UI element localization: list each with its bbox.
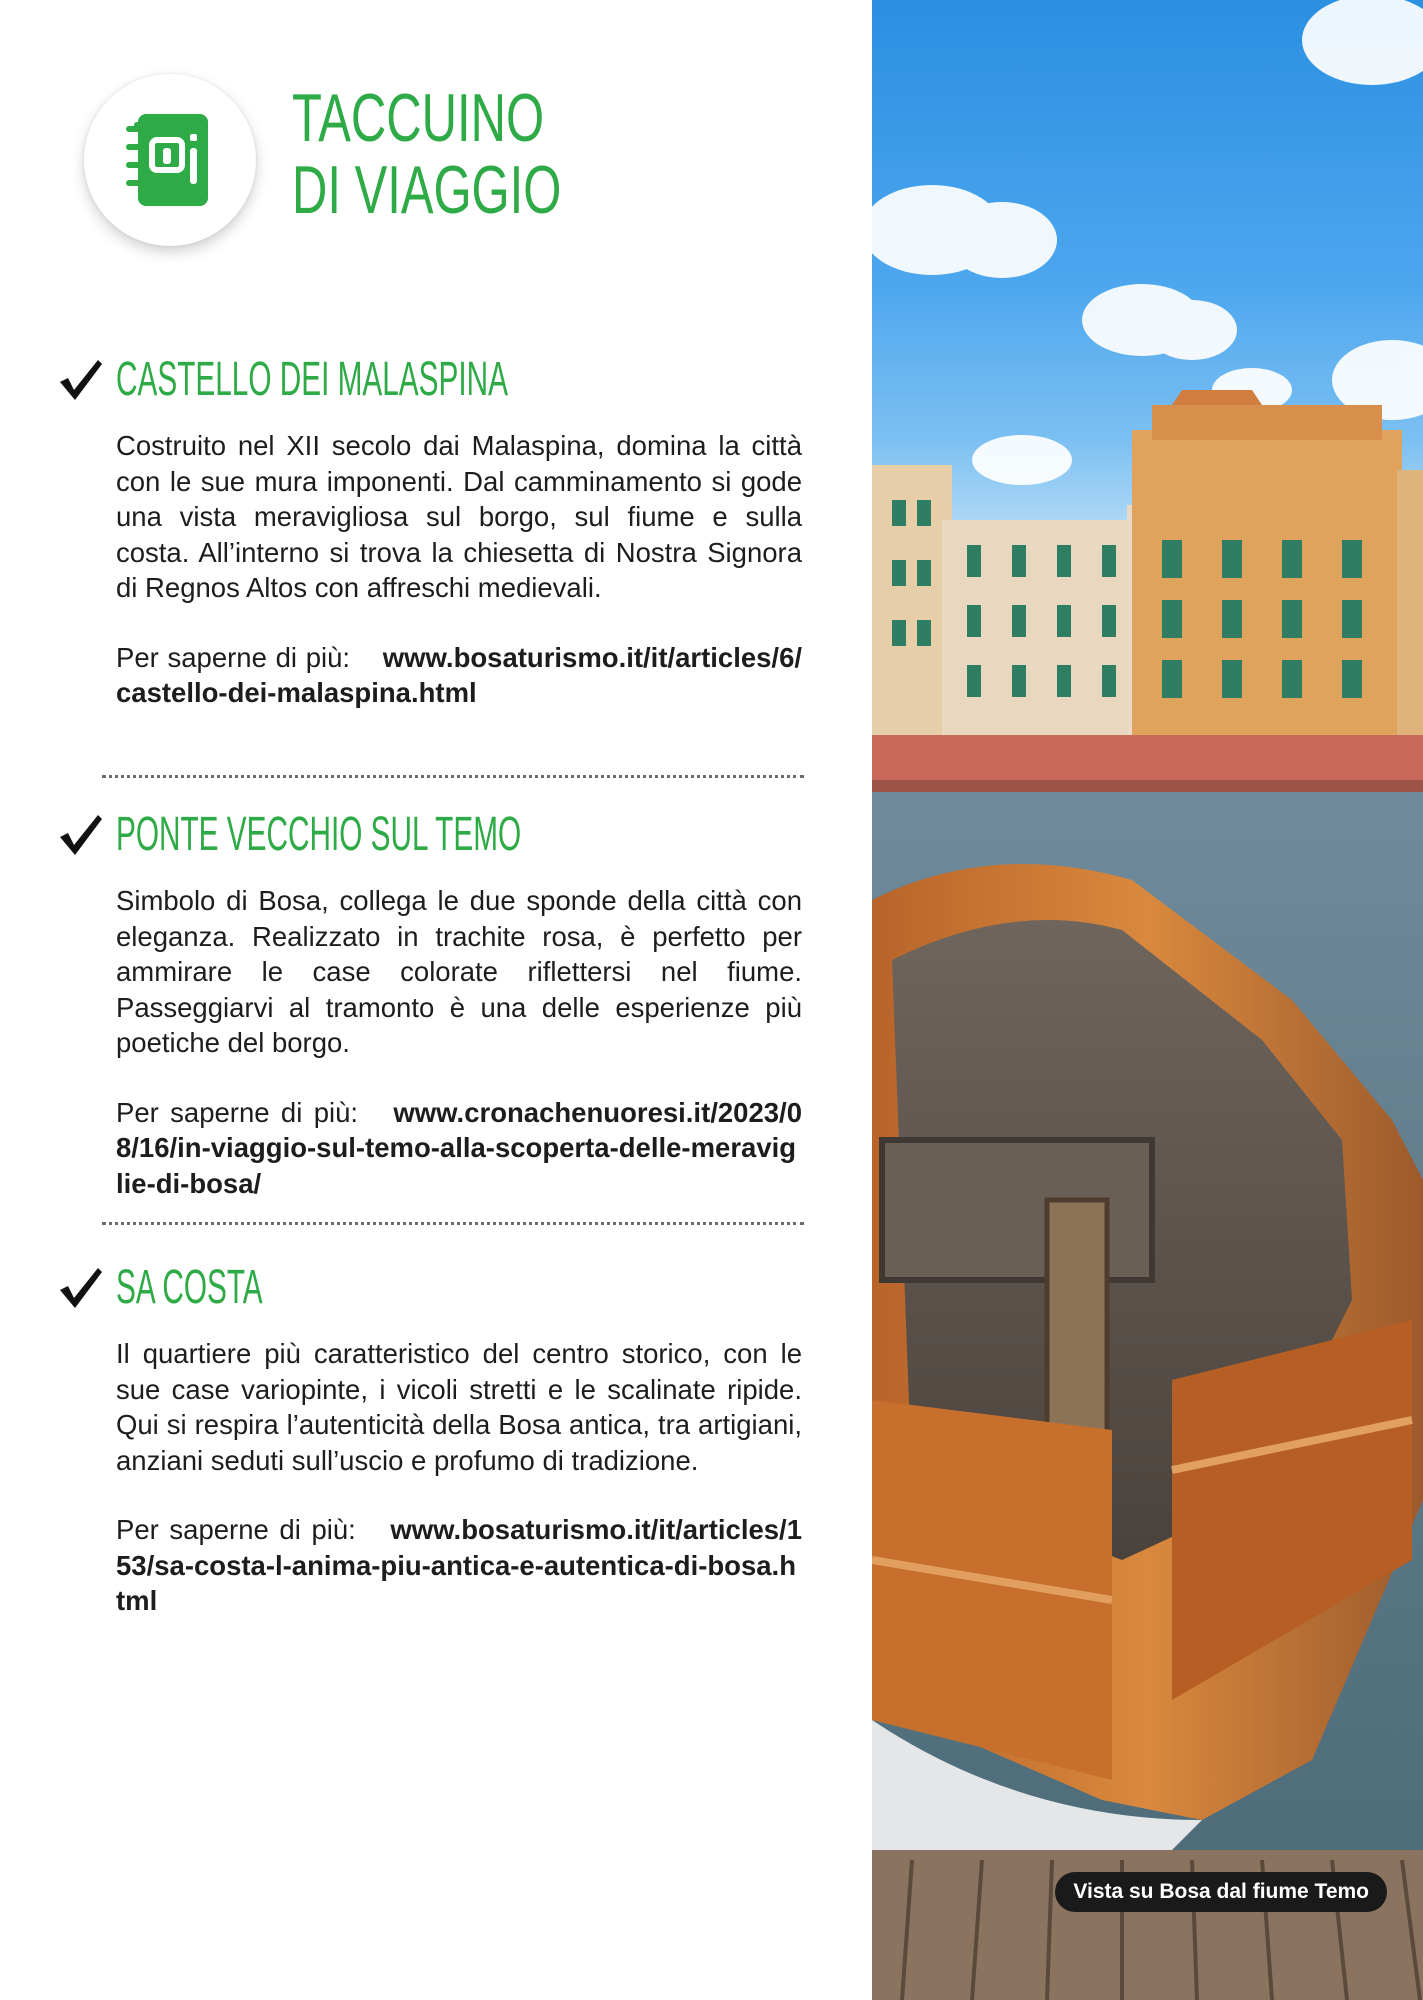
checkmark-icon (56, 356, 104, 404)
page-title-line1: TACCUINO (292, 80, 545, 156)
bosa-photo (872, 0, 1423, 2000)
more-info (116, 1095, 802, 1202)
section-description: Costruito nel XII secolo dai Malaspina, domina la città con le sue mura imponenti. Dal camminamento si gode una vista meravigliosa sul borgo, sul fiume e sulla costa. All’interno si trova la chiesetta di Nostra Signora di Regnos Altos con affreschi medievali. (116, 430, 802, 603)
more-info (116, 1512, 802, 1619)
section-title: PONTE VECCHIO SUL TEMO (116, 808, 522, 861)
more-info-label: Per saperne di più: (116, 1096, 359, 1128)
dotted-divider (102, 775, 804, 778)
section-header (56, 1258, 816, 1318)
section-ponte-vecchio (56, 805, 816, 1201)
logo-badge (84, 74, 256, 246)
page-title (292, 82, 561, 226)
more-info-link[interactable]: www.cronachenuoresi.it/2023/08/16/in-viaggio-sul-temo-alla-scoperta-delle-meraviglie-di-bosa/ (116, 1096, 802, 1199)
section-description: Simbolo di Bosa, collega le due sponde della città con eleganza. Realizzato in trachite rosa, è perfetto per ammirare le case colorate riflettersi nel fiume. Passeggiarvi al tramonto è una delle esperienze più poetiche del borgo. (116, 885, 802, 1058)
notebook-icon (112, 96, 228, 224)
bosa-river-illustration (872, 0, 1423, 2000)
section-title: SA COSTA (116, 1261, 263, 1314)
section-title: CASTELLO DEI MALASPINA (116, 353, 508, 406)
quay-wall (872, 735, 1423, 785)
buildings (872, 390, 1423, 735)
photo-caption: Vista su Bosa dal fiume Temo (1055, 1872, 1387, 1912)
dotted-divider (102, 1222, 804, 1225)
more-info-link[interactable]: www.bosaturismo.it/it/articles/153/sa-costa-l-anima-piu-antica-e-autentica-di-bosa.html (116, 1514, 802, 1616)
section-description: Il quartiere più caratteristico del centro storico, con le sue case variopinte, i vicoli stretti e le scalinate ripide. Qui si respira l’autenticità della Bosa antica, tra artigiani, anziani seduti sull’uscio e profumo di tradizione. (116, 1338, 802, 1476)
section-sa-costa (56, 1258, 816, 1619)
checkmark-icon (56, 811, 104, 859)
page-title-line2: DI VIAGGIO (292, 152, 562, 228)
more-info-label: Per saperne di più: (116, 1514, 356, 1545)
more-info (116, 640, 802, 711)
more-info-link[interactable]: www.bosaturismo.it/it/articles/6/castello-dei-malaspina.html (116, 641, 803, 708)
checkmark-icon (56, 1264, 104, 1312)
section-castello (56, 350, 816, 711)
more-info-label: Per saperne di più: (116, 641, 351, 673)
section-header (56, 805, 816, 865)
section-header (56, 350, 816, 410)
